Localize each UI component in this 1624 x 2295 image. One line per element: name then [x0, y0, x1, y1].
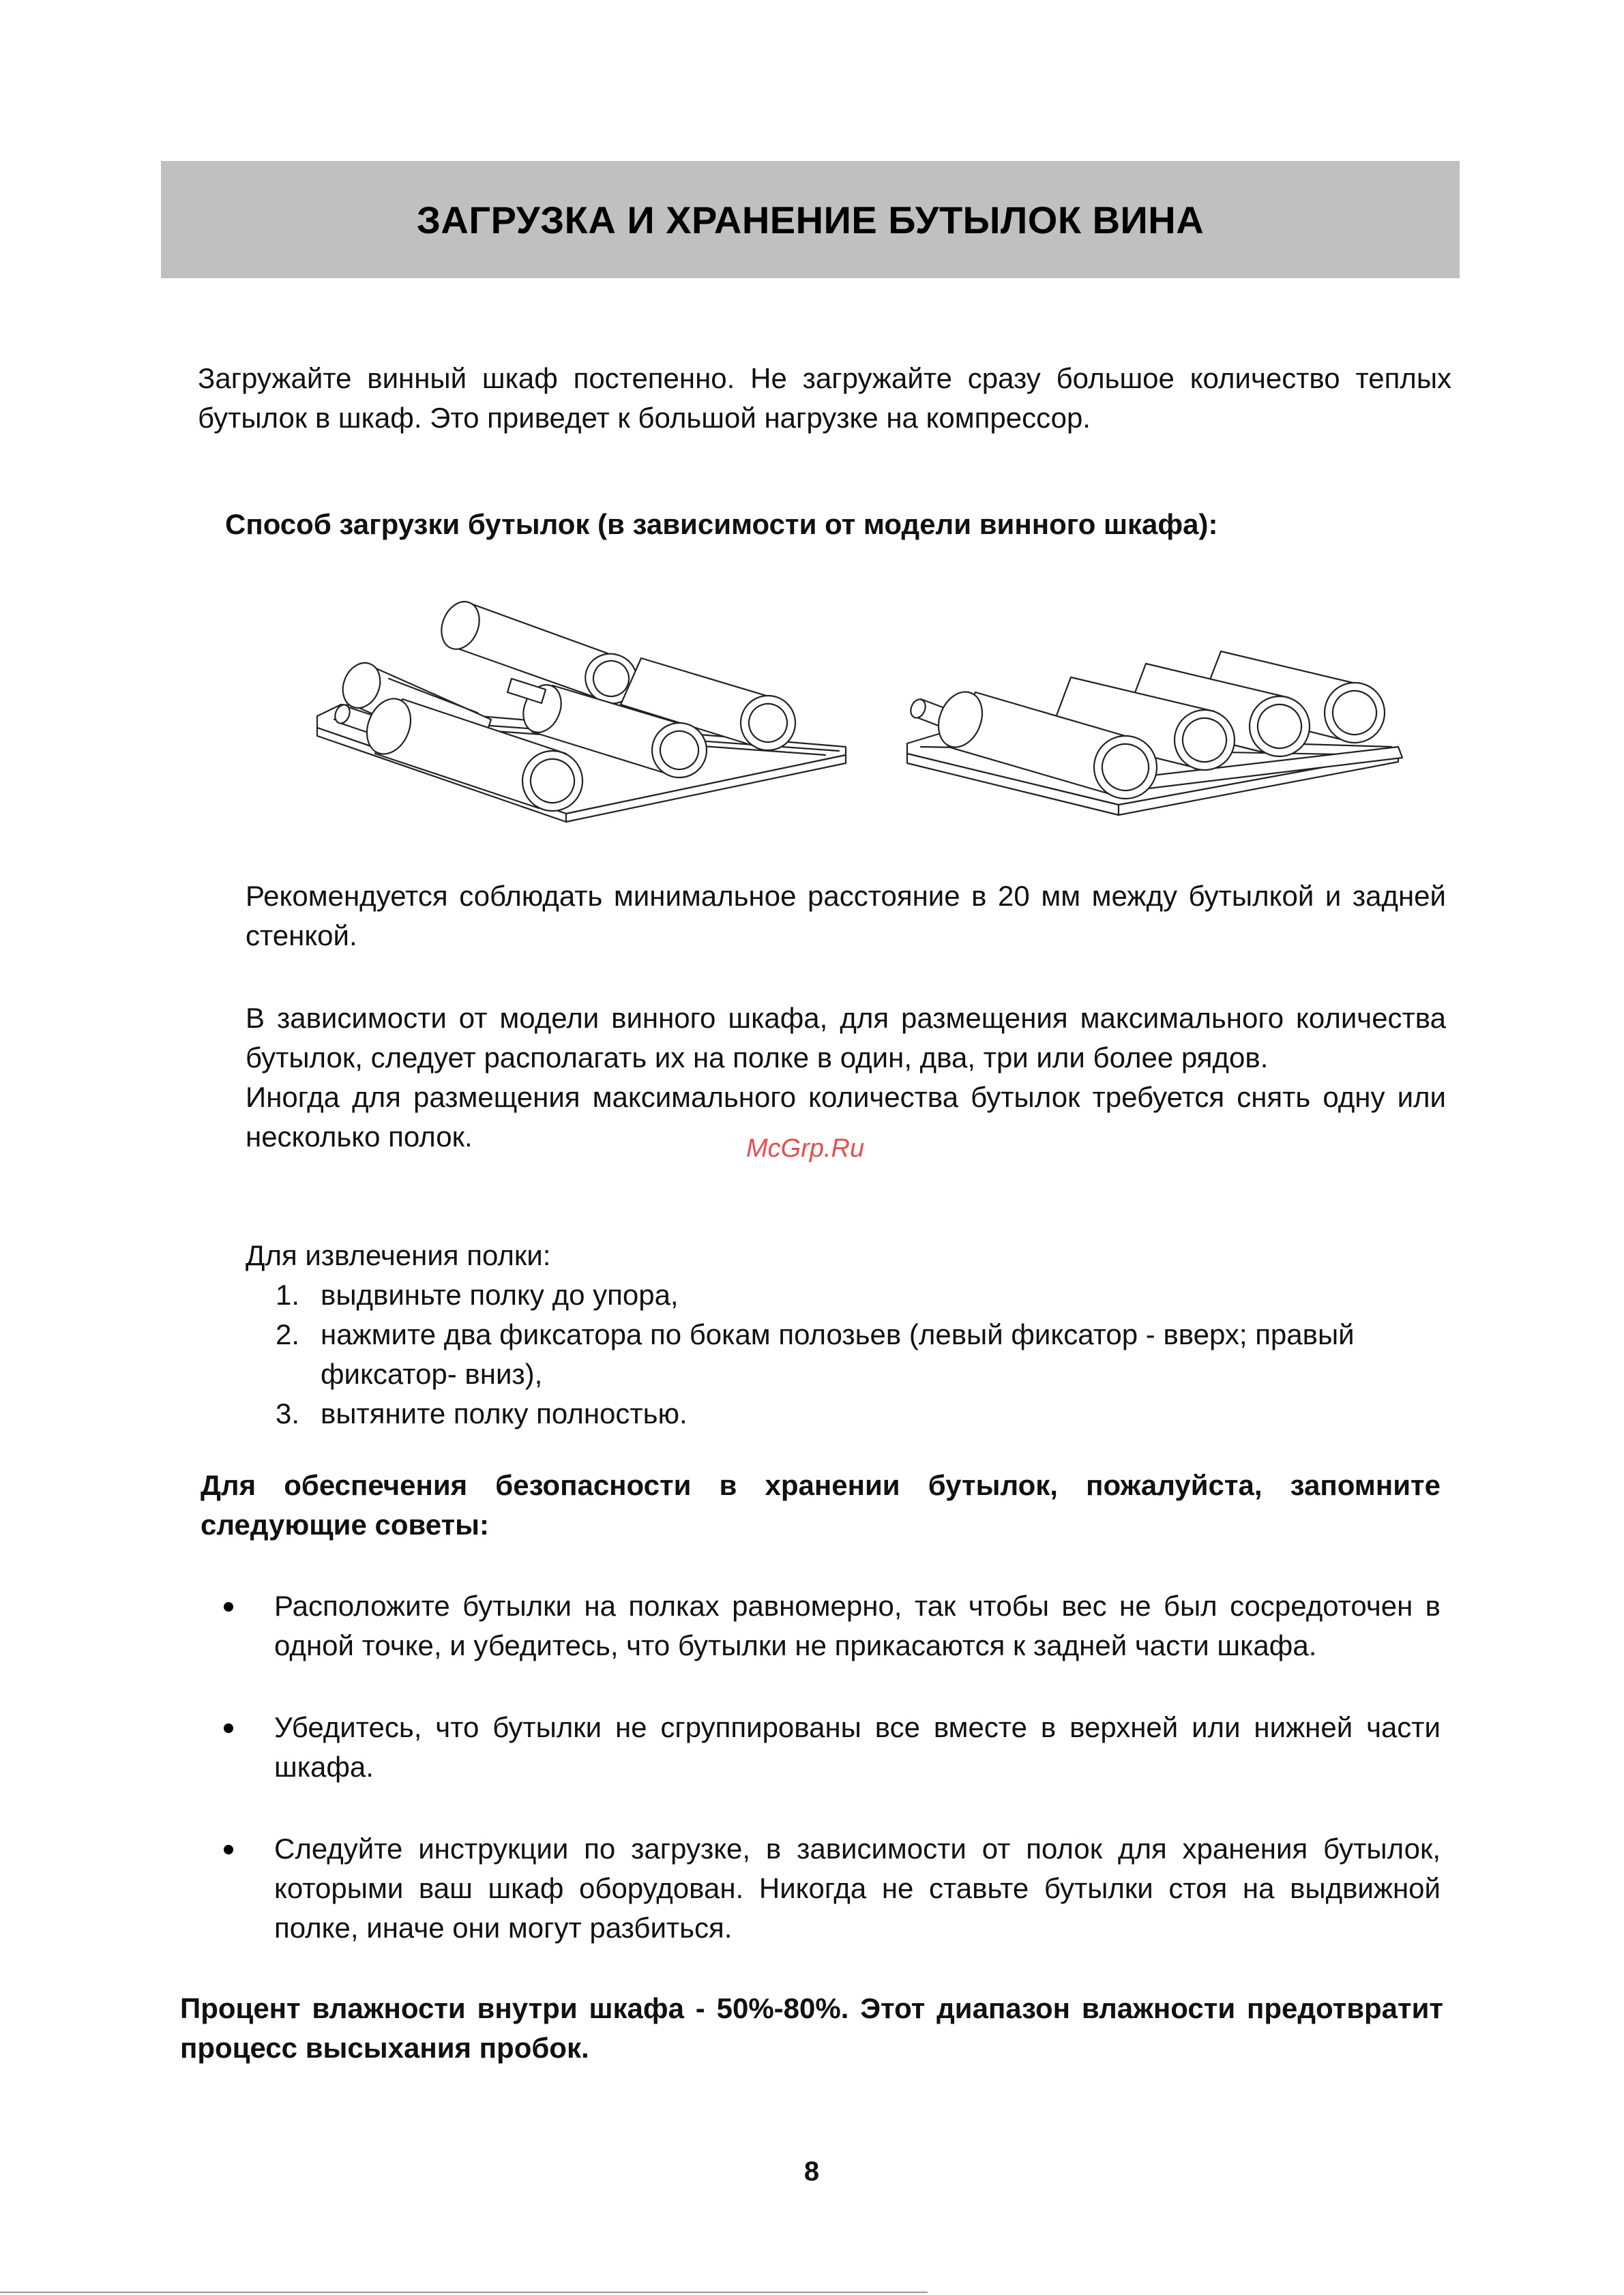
models-text-rows: В зависимости от модели винного шкафа, для размещения максимального количества бутылок, следует располагать их на полке в один, два, три или более рядов.	[246, 1002, 1446, 1074]
list-item	[246, 1315, 1446, 1394]
step-number: 2.	[276, 1318, 300, 1350]
humidity-note: Процент влажности внутри шкафа - 50%-80%. Этот диапазон влажности предотвратит процесс высыхания пробок.	[180, 1992, 1443, 2064]
models-text-remove-shelves: Иногда для размещения максимального количества бутылок требуется снять одну или несколько полок.	[246, 1081, 1446, 1153]
models-paragraph	[246, 998, 1446, 1157]
step-text: вытяните полку полностью.	[321, 1397, 688, 1430]
distance-recommendation: Рекомендуется соблюдать минимальное расстояние в 20 мм между бутылкой и задней стенкой.	[246, 880, 1446, 951]
list-item	[201, 1708, 1441, 1787]
shelf-removal-intro: Для извлечения полки:	[246, 1239, 551, 1271]
shelf-illustration-single-row	[900, 583, 1432, 829]
bullet-icon	[224, 1723, 233, 1733]
step-number: 3.	[276, 1397, 300, 1430]
tip-text: Убедитесь, что бутылки не сгруппированы все вместе в верхней или нижней части шкафа.	[274, 1711, 1441, 1783]
list-item	[201, 1829, 1441, 1948]
list-item	[201, 1586, 1441, 1665]
watermark: McGrp.Ru	[746, 1134, 865, 1163]
shelf-removal-steps	[246, 1275, 1446, 1434]
shelf-illustration-staggered	[307, 583, 853, 829]
step-number: 1.	[276, 1279, 300, 1311]
list-item	[246, 1394, 1446, 1434]
page-title: ЗАГРУЗКА И ХРАНЕНИЕ БУТЫЛОК ВИНА	[416, 198, 1205, 241]
bullet-icon	[224, 1845, 233, 1854]
tip-text: Расположите бутылки на полках равномерно, так чтобы вес не был сосредоточен в одной точке, и убедитесь, что бутылки не прикасаются к задней части шкафа.	[274, 1590, 1441, 1661]
step-text: выдвиньте полку до упора,	[321, 1279, 679, 1311]
title-bar	[161, 161, 1460, 278]
loading-method-heading: Способ загрузки бутылок (в зависимости от модели винного шкафа):	[225, 508, 1218, 540]
bullet-icon	[224, 1602, 233, 1612]
step-text: нажмите два фиксатора по бокам полозьев (левый фиксатор - вверх; правый фиксатор- вниз),	[321, 1318, 1355, 1390]
intro-paragraph: Загружайте винный шкаф постепенно. Не загружайте сразу большое количество теплых бутылок в шкаф. Это приведет к большой нагрузке на компрессор.	[198, 362, 1451, 434]
safety-heading: Для обеспечения безопасности в хранении бутылок, пожалуйста, запомните следующие советы:	[201, 1469, 1441, 1541]
safety-tips	[201, 1586, 1441, 1990]
footer-divider	[0, 2292, 928, 2293]
page-number: 8	[803, 2157, 820, 2187]
list-item	[246, 1275, 1446, 1315]
tip-text: Следуйте инструкции по загрузке, в зависимости от полок для хранения бутылок, которыми ваш шкаф оборудован. Никогда не ставьте бутылки стоя на выдвижной полке, иначе они могут разбиться.	[274, 1833, 1441, 1944]
